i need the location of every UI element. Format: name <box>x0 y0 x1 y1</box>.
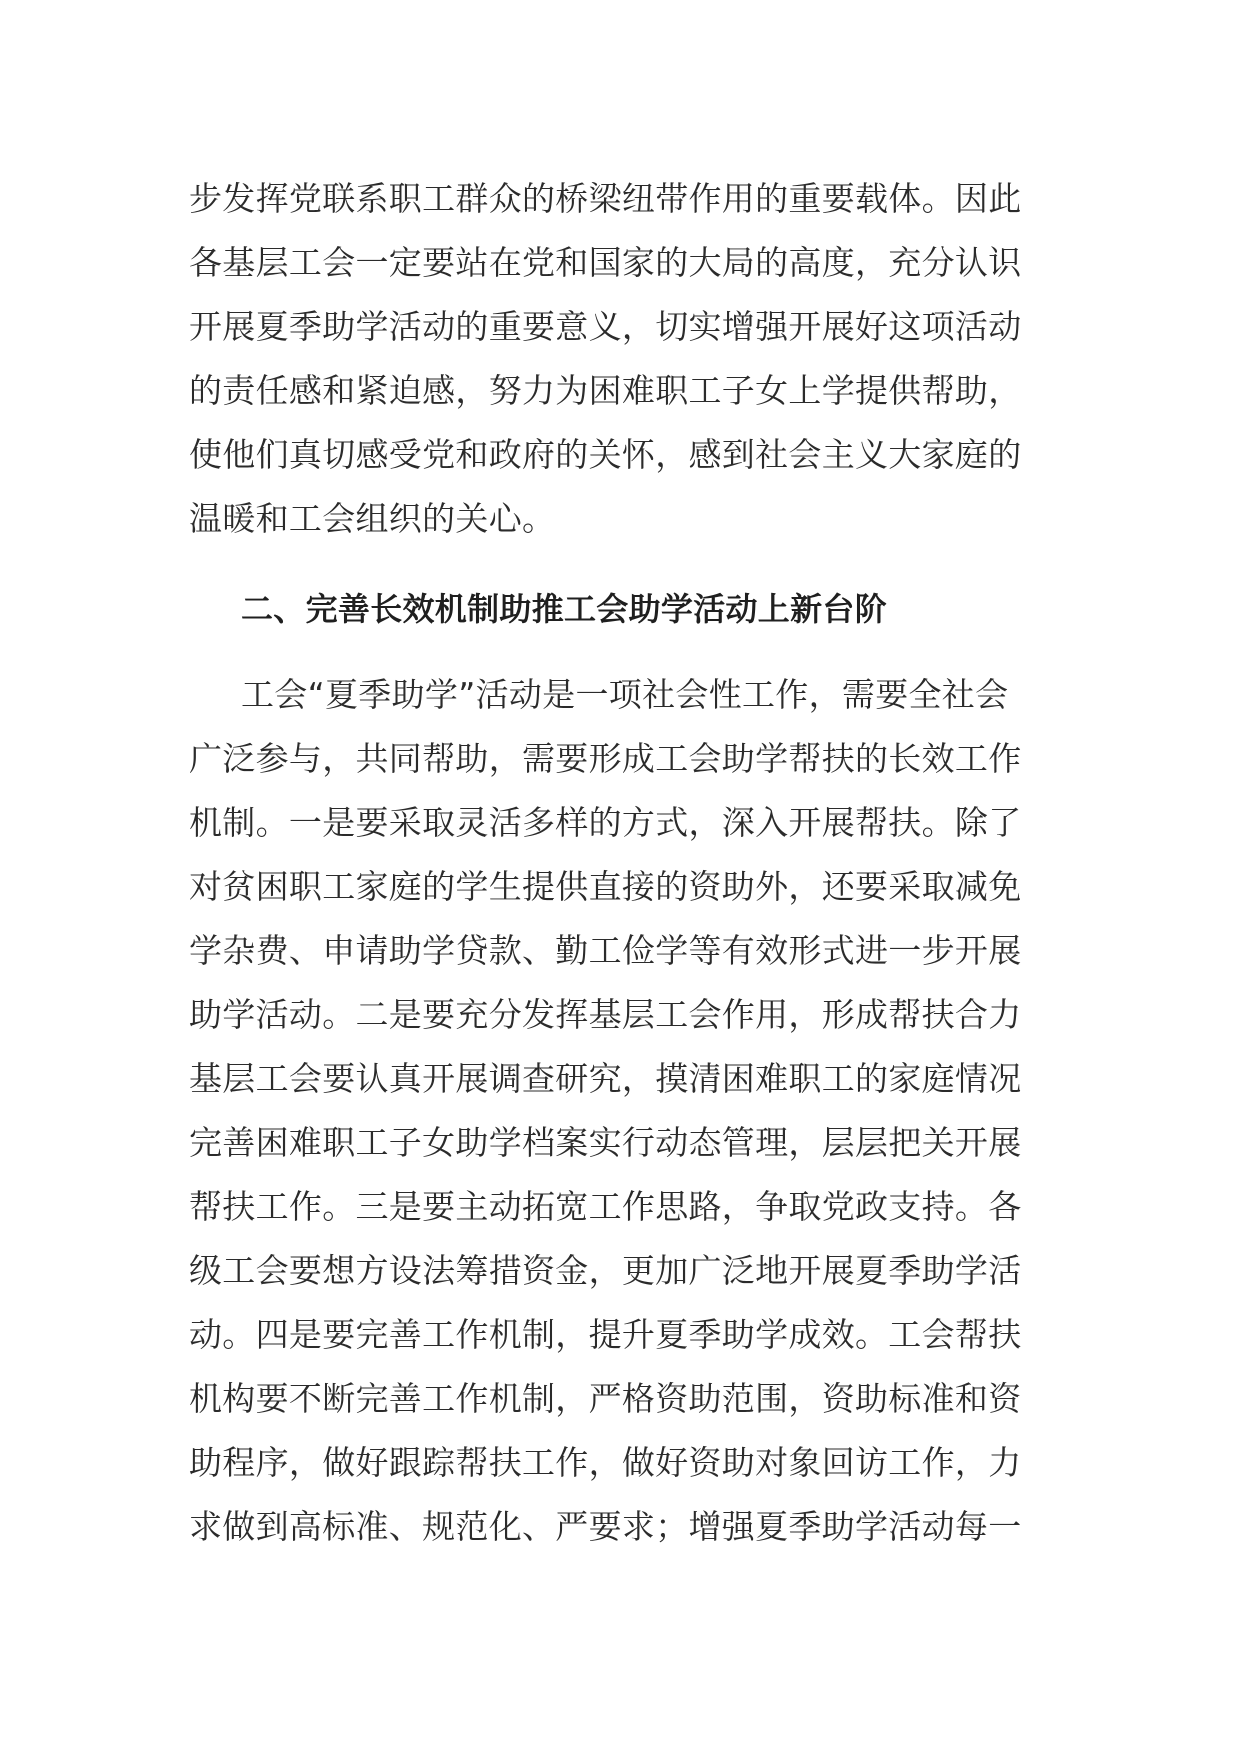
paragraph-line: 完善困难职工子女助学档案实行动态管理，层层把关开展 <box>189 1123 1022 1162</box>
paragraph-line: 对贫困职工家庭的学生提供直接的资助外，还要采取减免 <box>189 867 1022 906</box>
paragraph-line: 助学活动。二是要充分发挥基层工会作用，形成帮扶合力 <box>189 995 1022 1034</box>
paragraph-line: 机制。一是要采取灵活多样的方式，深入开展帮扶。除了 <box>189 803 1022 842</box>
paragraph-line: 级工会要想方设法筹措资金，更加广泛地开展夏季助学活 <box>189 1251 1022 1290</box>
paragraph-line: 帮扶工作。三是要主动拓宽工作思路，争取党政支持。各 <box>189 1187 1022 1226</box>
paragraph-line: 温暖和工会组织的关心。 <box>189 499 556 538</box>
paragraph-line: 动。四是要完善工作机制，提升夏季助学成效。工会帮扶 <box>189 1315 1022 1354</box>
paragraph-line: 助程序，做好跟踪帮扶工作，做好资助对象回访工作，力 <box>189 1443 1022 1482</box>
paragraph-line: 广泛参与，共同帮助，需要形成工会助学帮扶的长效工作 <box>189 739 1022 778</box>
paragraph-line: 机构要不断完善工作机制，严格资助范围，资助标准和资 <box>189 1379 1022 1418</box>
paragraph-line: 求做到高标准、规范化、严要求；增强夏季助学活动每一 <box>189 1507 1022 1546</box>
paragraph-line: 各基层工会一定要站在党和国家的大局的高度，充分认识 <box>189 243 1022 282</box>
paragraph-line: 工会“夏季助学”活动是一项社会性工作，需要全社会 <box>241 675 1009 714</box>
paragraph-line: 基层工会要认真开展调查研究，摸清困难职工的家庭情况 <box>189 1059 1022 1098</box>
paragraph-line: 的责任感和紧迫感，努力为困难职工子女上学提供帮助， <box>189 371 1022 410</box>
paragraph-line: 步发挥党联系职工群众的桥梁纽带作用的重要载体。因此 <box>189 179 1022 218</box>
paragraph-line: 开展夏季助学活动的重要意义，切实增强开展好这项活动 <box>189 307 1022 346</box>
paragraph-line: 学杂费、申请助学贷款、勤工俭学等有效形式进一步开展 <box>189 931 1022 970</box>
section-heading: 二、完善长效机制助推工会助学活动上新台阶 <box>241 590 888 628</box>
paragraph-line: 使他们真切感受党和政府的关怀，感到社会主义大家庭的 <box>189 435 1022 474</box>
